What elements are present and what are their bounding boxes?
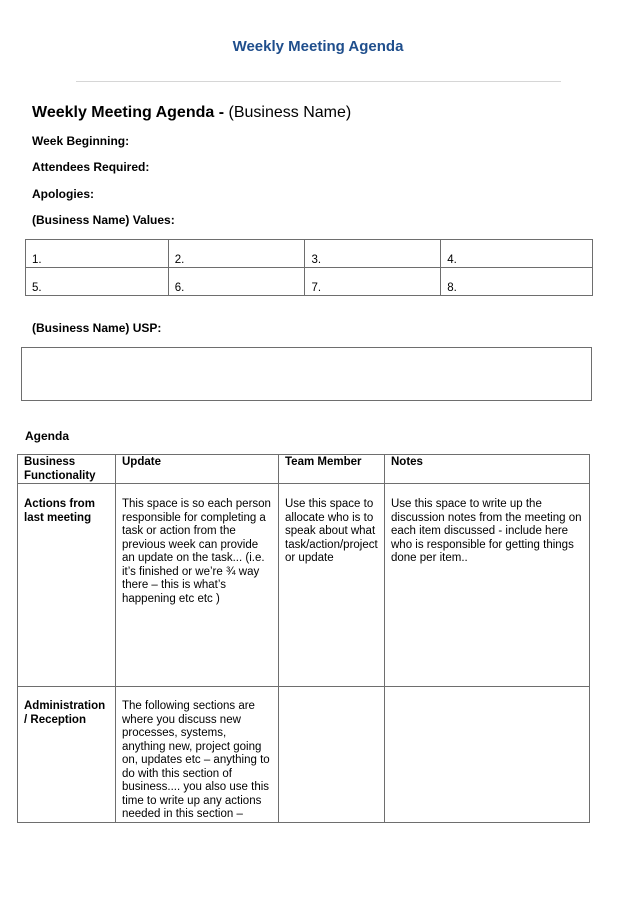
value-cell-1[interactable]: 1. <box>26 240 169 268</box>
value-cell-7[interactable]: 7. <box>305 268 441 296</box>
values-label: (Business Name) Values: <box>32 213 175 227</box>
row-function-actions: Actions from last meeting <box>18 484 116 687</box>
agenda-row <box>18 687 590 823</box>
row-function-administration: Administration / Reception <box>18 687 116 823</box>
agenda-table <box>17 454 590 823</box>
row-notes-cell[interactable] <box>385 687 590 823</box>
row-member-cell[interactable] <box>279 687 385 823</box>
agenda-label: Agenda <box>25 429 70 443</box>
value-cell-4[interactable]: 4. <box>441 240 593 268</box>
value-cell-8[interactable]: 8. <box>441 268 593 296</box>
value-cell-2[interactable]: 2. <box>168 240 305 268</box>
row-member-cell[interactable]: Use this space to allocate who is to speak about what task/action/project or update <box>279 484 385 687</box>
apologies-label: Apologies: <box>32 187 94 201</box>
attendees-label: Attendees Required: <box>32 160 150 174</box>
document-heading-bold: Weekly Meeting Agenda - <box>32 104 225 121</box>
usp-box[interactable] <box>21 347 592 401</box>
week-beginning-label: Week Beginning: <box>32 134 130 148</box>
agenda-header-row <box>18 455 590 484</box>
values-table <box>25 239 593 296</box>
header-update: Update <box>116 455 279 484</box>
document-heading-business-name: (Business Name) <box>228 104 352 121</box>
page-title: Weekly Meeting Agenda <box>232 38 404 55</box>
usp-label: (Business Name) USP: <box>32 321 162 335</box>
value-cell-5[interactable]: 5. <box>26 268 169 296</box>
document-heading <box>32 104 351 122</box>
header-business-functionality: Business Functionality <box>18 455 116 484</box>
values-row <box>26 268 593 296</box>
value-cell-3[interactable]: 3. <box>305 240 441 268</box>
row-update-cell[interactable]: The following sections are where you discuss new processes, systems, anything new, project going on, updates etc – anything to do with this section of business.... you also use this time to write up any actions needed in this section – <box>116 687 279 823</box>
row-update-cell[interactable]: This space is so each person responsible for completing a task or action from the previous week can provide an update on the task... (i.e. it’s finished or we’re ¾ way there – this is what’s happening etc etc ) <box>116 484 279 687</box>
header-notes: Notes <box>385 455 590 484</box>
title-divider <box>76 81 561 82</box>
values-row <box>26 240 593 268</box>
value-cell-6[interactable]: 6. <box>168 268 305 296</box>
row-notes-cell[interactable]: Use this space to write up the discussion notes from the meeting on each item discussed - include here who is responsible for getting things done per item.. <box>385 484 590 687</box>
agenda-row <box>18 484 590 687</box>
header-team-member: Team Member <box>279 455 385 484</box>
